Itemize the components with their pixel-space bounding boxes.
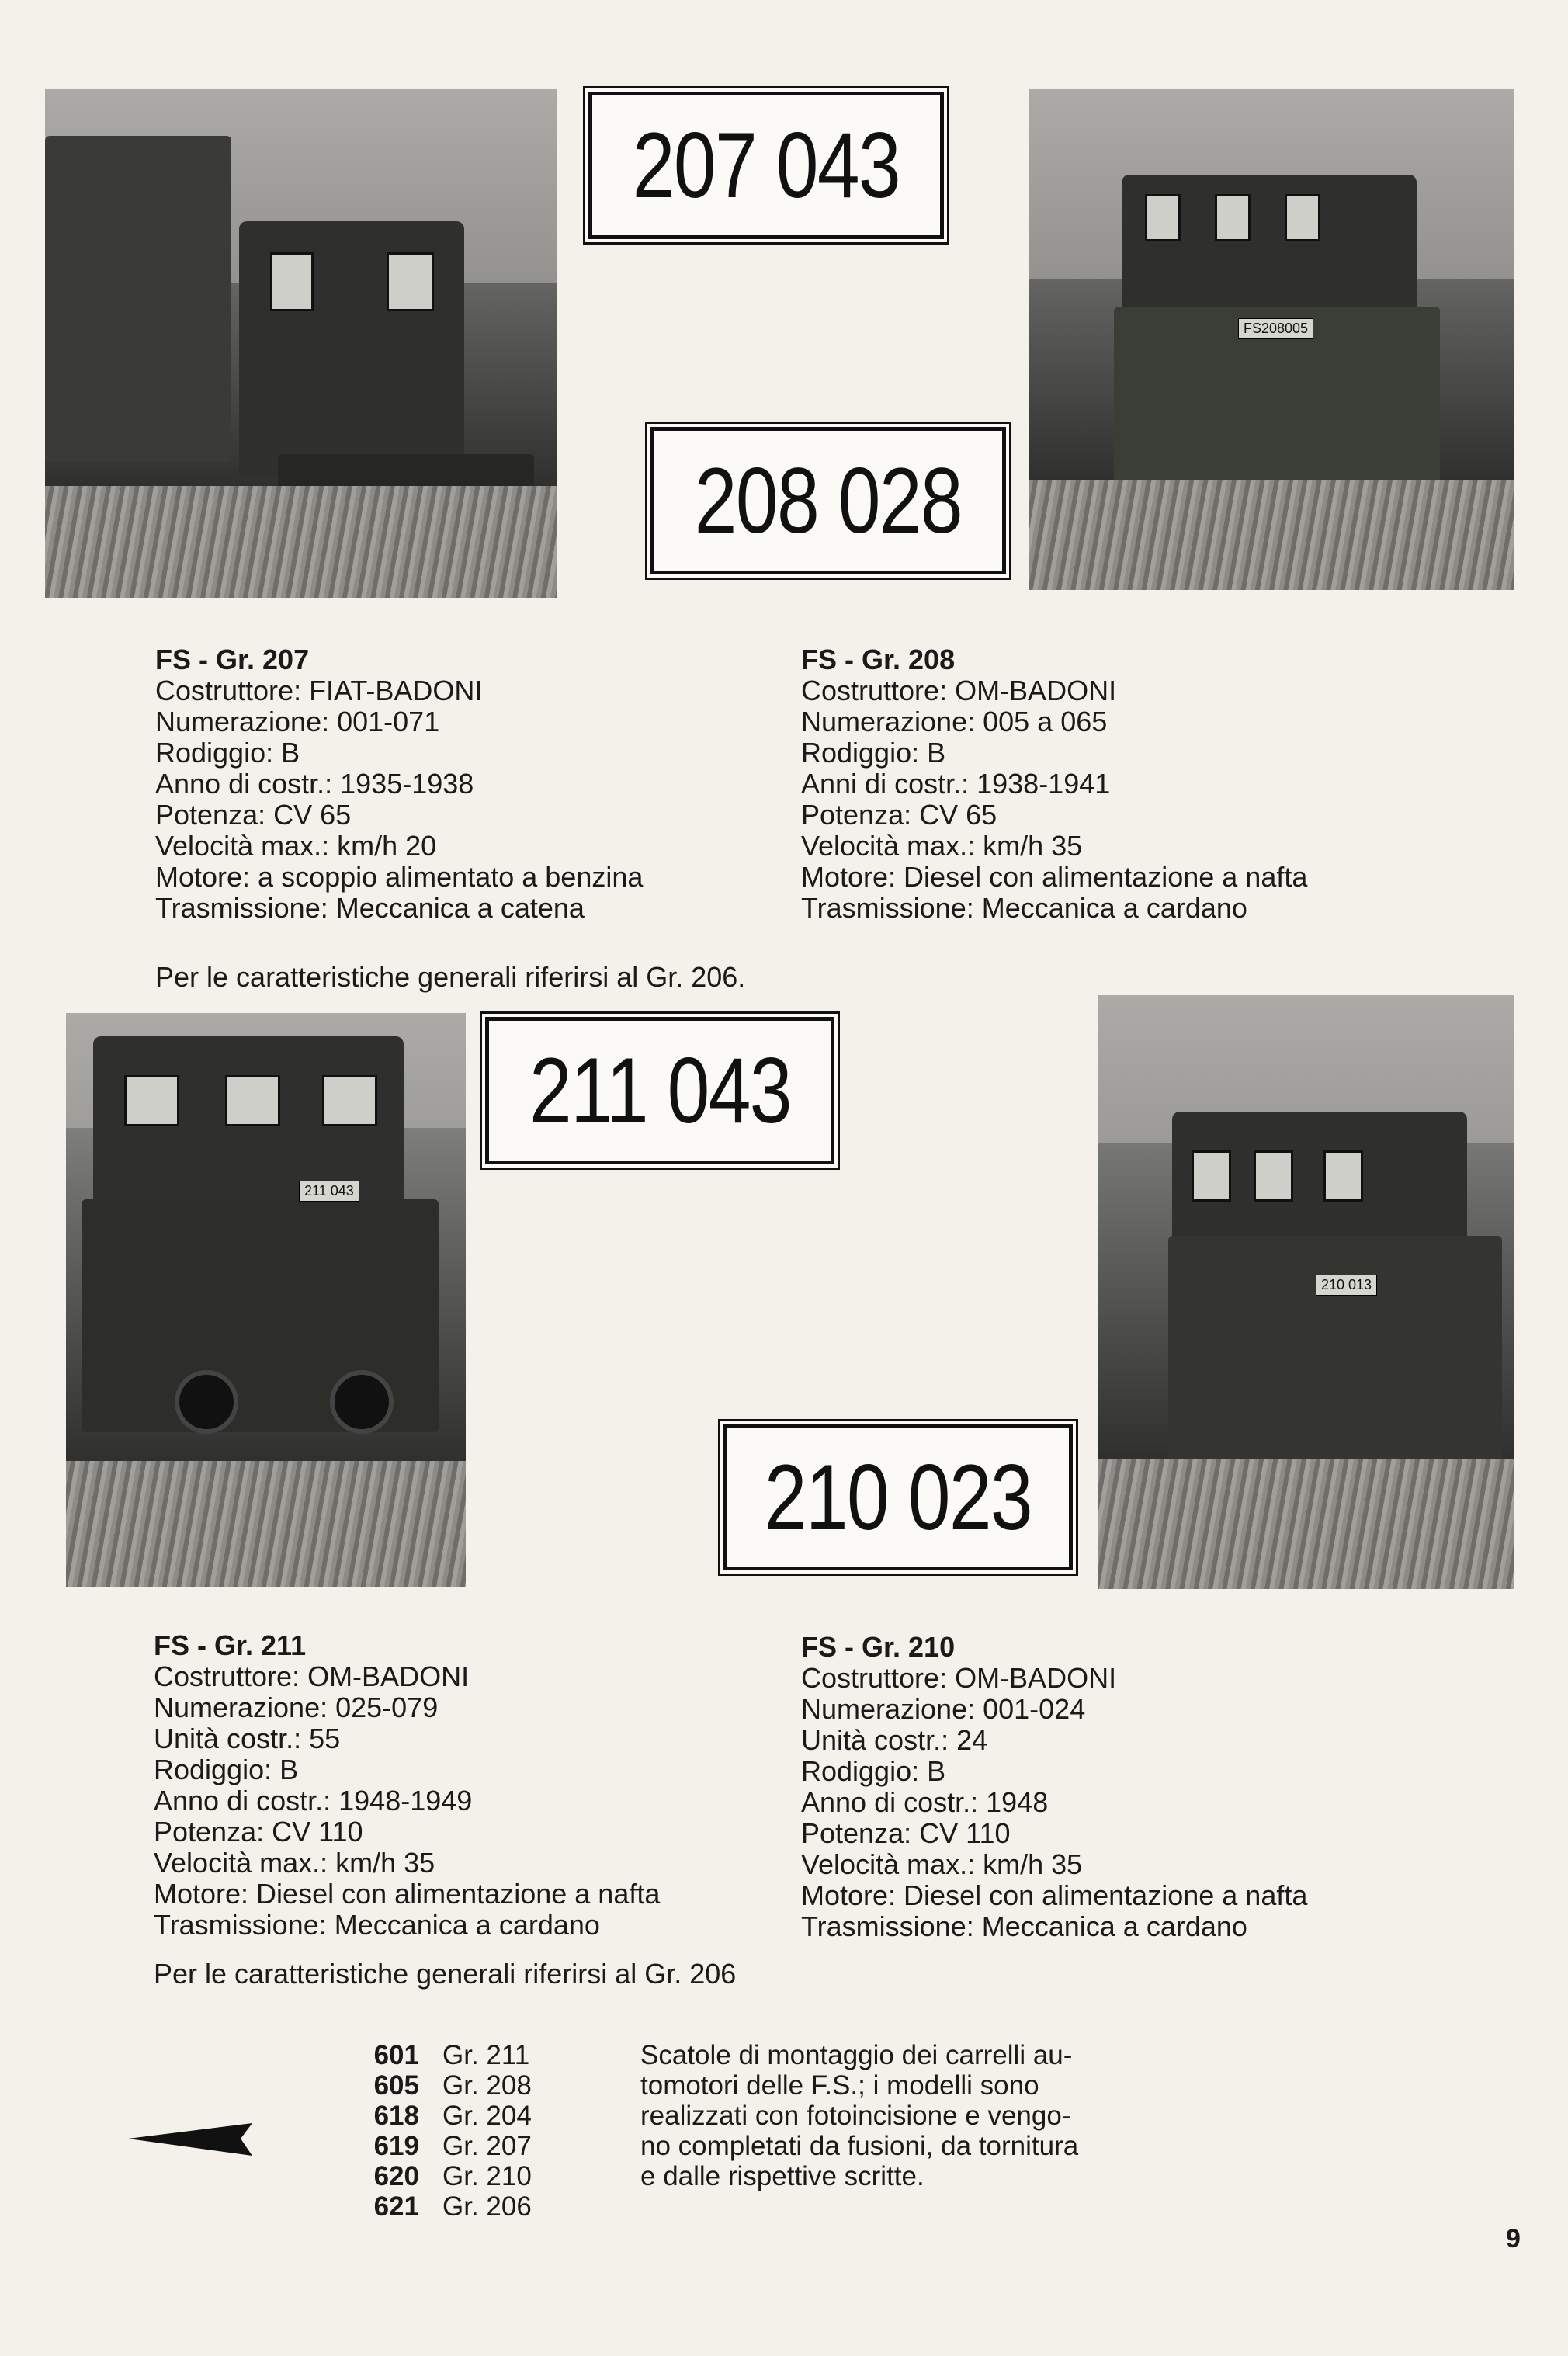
spec-line: Costruttore: OM-BADONI: [801, 1662, 1117, 1694]
kit-description-line: tomotori delle F.S.; i modelli sono: [640, 2070, 1039, 2101]
kit-group: Gr. 204: [442, 2101, 532, 2131]
kit-code: 620: [373, 2161, 419, 2191]
spec-line: Rodiggio: B: [801, 737, 946, 769]
page-number: 9: [1506, 2224, 1521, 2254]
spec-line: Motore: Diesel con alimentazione a nafta: [154, 1878, 661, 1910]
spec-gr208-title: FS - Gr. 208: [801, 644, 956, 675]
spec-gr207-title: FS - Gr. 207: [155, 644, 310, 675]
kit-group: Gr. 210: [442, 2161, 532, 2191]
spec-line: Trasmissione: Meccanica a catena: [155, 892, 585, 924]
arrow-left-icon: [128, 2108, 264, 2170]
spec-line: Anno di costr.: 1935-1938: [155, 768, 474, 800]
note-general-2: Per le caratteristiche generali riferirsi al Gr. 206: [154, 1958, 737, 1990]
spec-line: Trasmissione: Meccanica a cardano: [801, 892, 1247, 924]
number-marking-210: 210 013: [1316, 1275, 1377, 1296]
spec-line: Motore: Diesel con alimentazione a nafta: [801, 861, 1308, 893]
spec-line: Trasmissione: Meccanica a cardano: [154, 1909, 600, 1941]
spec-line: Potenza: CV 65: [801, 799, 997, 831]
kit-list: [342, 2040, 532, 2222]
kit-description-line: e dalle rispettive scritte.: [640, 2161, 924, 2191]
spec-gr211-title: FS - Gr. 211: [154, 1629, 307, 1661]
spec-line: Costruttore: FIAT-BADONI: [155, 675, 483, 706]
photo-locomotive-211: [66, 1013, 466, 1587]
spec-line: Unità costr.: 24: [801, 1724, 988, 1756]
kit-code: 621: [373, 2191, 419, 2222]
kit-row: [342, 2131, 532, 2161]
number-marking-208: FS208005: [1238, 318, 1313, 339]
spec-line: Rodiggio: B: [155, 737, 300, 769]
spec-line: Numerazione: 025-079: [154, 1692, 439, 1723]
spec-gr211: [154, 1630, 660, 1941]
kit-description-line: no completati da fusioni, da tornitura: [640, 2131, 1079, 2161]
plate-211-043: 211 043: [485, 1017, 834, 1164]
spec-gr210-title: FS - Gr. 210: [801, 1631, 956, 1663]
kit-code: 605: [373, 2070, 419, 2101]
spec-line: Rodiggio: B: [801, 1755, 946, 1787]
kit-row: [342, 2161, 532, 2191]
spec-gr207: [155, 644, 643, 924]
spec-gr210: [801, 1632, 1307, 1942]
kit-row: [342, 2040, 532, 2070]
spec-line: Velocità max.: km/h 35: [801, 1848, 1083, 1880]
note-general-1: Per le caratteristiche generali riferirsi al Gr. 206.: [155, 961, 746, 993]
spec-line: Trasmissione: Meccanica a cardano: [801, 1910, 1247, 1942]
photo-locomotive-207: [45, 89, 557, 598]
kit-row: [342, 2101, 532, 2131]
spec-line: Potenza: CV 110: [801, 1817, 1011, 1849]
plate-210-023: 210 023: [723, 1424, 1073, 1570]
kit-code: 618: [373, 2101, 419, 2131]
photo-locomotive-208: [1029, 89, 1514, 590]
kit-group: Gr. 207: [442, 2131, 532, 2161]
spec-gr208: [801, 644, 1307, 924]
spec-line: Anni di costr.: 1938-1941: [801, 768, 1111, 800]
kit-row: [342, 2070, 532, 2101]
kit-description: [640, 2040, 1184, 2191]
spec-line: Velocità max.: km/h 20: [155, 830, 437, 862]
kit-description-line: Scatole di montaggio dei carrelli au-: [640, 2040, 1073, 2070]
kit-group: Gr. 208: [442, 2070, 532, 2101]
spec-line: Potenza: CV 65: [155, 799, 352, 831]
kit-group: Gr. 206: [442, 2191, 532, 2222]
spec-line: Rodiggio: B: [154, 1754, 299, 1785]
spec-line: Motore: a scoppio alimentato a benzina: [155, 861, 644, 893]
kit-code: 601: [373, 2040, 419, 2070]
photo-locomotive-210: [1098, 995, 1514, 1589]
kit-description-line: realizzati con fotoincisione e vengo-: [640, 2101, 1071, 2131]
plate-208-028: 208 028: [650, 427, 1006, 574]
spec-line: Anno di costr.: 1948-1949: [154, 1785, 473, 1816]
kit-code: 619: [373, 2131, 419, 2161]
kit-row: [342, 2191, 532, 2222]
plate-207-043: 207 043: [588, 92, 944, 239]
spec-line: Numerazione: 005 a 065: [801, 706, 1108, 737]
spec-line: Numerazione: 001-071: [155, 706, 440, 737]
spec-line: Costruttore: OM-BADONI: [801, 675, 1117, 706]
spec-line: Anno di costr.: 1948: [801, 1786, 1049, 1818]
spec-line: Potenza: CV 110: [154, 1816, 363, 1848]
spec-line: Numerazione: 001-024: [801, 1693, 1086, 1725]
spec-line: Costruttore: OM-BADONI: [154, 1660, 470, 1692]
spec-line: Velocità max.: km/h 35: [154, 1847, 435, 1879]
number-marking-211: 211 043: [299, 1181, 359, 1202]
kit-group: Gr. 211: [442, 2040, 530, 2070]
spec-line: Motore: Diesel con alimentazione a nafta: [801, 1879, 1308, 1911]
spec-line: Unità costr.: 55: [154, 1723, 341, 1754]
spec-line: Velocità max.: km/h 35: [801, 830, 1083, 862]
